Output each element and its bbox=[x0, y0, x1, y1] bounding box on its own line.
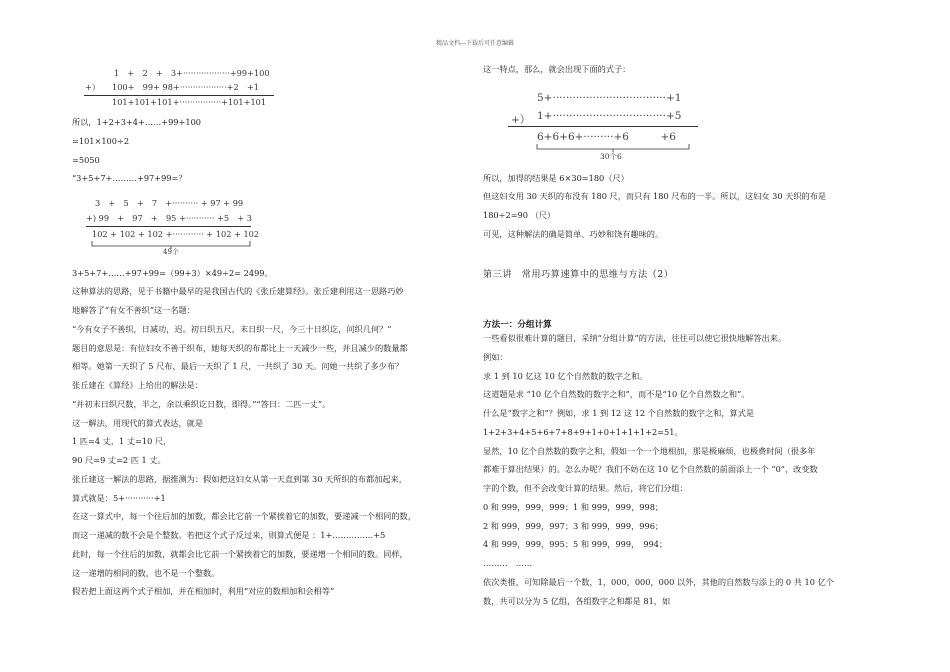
fig3-plus-sign: +） bbox=[511, 114, 531, 126]
fig1-plus-sign: +） bbox=[85, 82, 101, 92]
left-para-21: 这一递增的相同的数，也不是一个整数。 bbox=[72, 568, 220, 578]
left-para-18: 在这一算式中，每一个往后加的加数，都会比它前一个紧挨着它的加数，要递减一个相同的数， bbox=[72, 511, 416, 521]
fig3-row2: 1+··································+5 bbox=[537, 110, 682, 122]
left-para-17: 算式就是：5+···········+1 bbox=[72, 493, 166, 503]
right-para-4: 180÷2=90 （尺） bbox=[483, 210, 556, 220]
left-para-8: “今有女子不善织，日减功，迟。初日织五尺，末日织一尺，今三十日织讫，问织几何？” bbox=[72, 324, 392, 334]
right-para-19: 依次类推，可知除最后一个数，1，000，000，000 以外，其他的自然数与添上的 0 共 10 亿个 bbox=[483, 577, 834, 587]
right-para-17: 4 和 999，999，995；5 和 999，999， 994； bbox=[483, 539, 668, 549]
right-para-1: 这一特点，那么，就会出现下面的式子： bbox=[483, 64, 631, 74]
fig1-row3: 101+101+101+················+101+101 bbox=[112, 97, 267, 107]
left-para-13: 这一解法，用现代的算式表达，就是 bbox=[72, 418, 204, 428]
left-para-11: 张丘建在《算经》上给出的解法是： bbox=[72, 380, 204, 390]
left-para-16: 张丘建这一解法的思路，据推测为：假如把这妇女从第一天直到第 30 天所织的布都加起来， bbox=[72, 474, 407, 484]
right-para-6: 一些看似很难计算的题目，采纳“分组计算”的方法，往往可以使它很快地解答出来。 bbox=[483, 333, 787, 343]
left-para-14: 1 匹=4 丈，1 丈=10 尺， bbox=[72, 436, 172, 446]
right-para-9: 这道题是求 “10 亿个自然数的数字之和”，而不是“10 亿个自然数之和”。 bbox=[483, 389, 750, 399]
fig3-count-label: 30个6 bbox=[600, 152, 622, 161]
right-para-14: 字的个数，但不会改变计算的结果。然后，将它们分组： bbox=[483, 483, 688, 493]
left-para-4: “3+5+7+………+97+99=？ bbox=[72, 173, 187, 183]
fig3-sum-line bbox=[508, 126, 698, 127]
page-header: 精品文档---下载后可任意编辑 bbox=[435, 40, 515, 47]
fig1-row1: 1 + 2 + 3+··················+99+100 bbox=[114, 68, 270, 78]
right-para-20: 数，共可以分为 5 亿组，各组数字之和都是 81，如 bbox=[483, 596, 671, 606]
left-para-7: 地解答了“有女不善织”这一名题： bbox=[72, 305, 195, 315]
method-heading: 方法一：分组计算 bbox=[483, 320, 552, 330]
right-para-18: ……… …… bbox=[483, 558, 533, 568]
fig1-sum-line bbox=[84, 95, 274, 96]
fig3-row1: 5+··································+1 bbox=[537, 92, 682, 104]
fig2-sum-line bbox=[86, 226, 251, 227]
fig2-row3: 102 + 102 + 102 +············ + 102 + 102 bbox=[92, 229, 260, 239]
right-para-5: 可见，这种解法的确是简单、巧妙和饶有趣味的。 bbox=[483, 229, 664, 239]
right-para-15: 0 和 999，999，999；1 和 999，999，998； bbox=[483, 502, 664, 512]
left-para-22: 假若把上面这两个式子相加，并在相加时，利用“对应的数相加和会相等” bbox=[72, 586, 335, 596]
left-para-15: 90 尺=9 丈=2 匹 1 丈。 bbox=[72, 455, 166, 465]
left-para-10: 相等。她第一天织了 5 尺布，最后一天织了 1 尺，一共织了 30 天。问她一共织了多少布？ bbox=[72, 361, 404, 371]
right-para-3: 但这妇女用 30 天织的布没有 180 尺，而只有 180 尺布的一半。所以，这妇女 30 天织的布是 bbox=[483, 191, 827, 201]
right-para-10: 什么是“数字之和”？例如，求 1 到 12 这 12 个自然数的数字之和，算式是 bbox=[483, 408, 755, 418]
left-para-1: 所以，1+2+3+4+……+99+100 bbox=[72, 117, 201, 127]
left-para-12: “并初末日织尺数，半之，余以乘织讫日数，即得。”“答曰：二匹一丈”。 bbox=[72, 399, 331, 409]
left-para-9: 题目的意思是：有位妇女不善于织布，她每天织的布都比上一天减少一些，并且减少的数量都 bbox=[72, 343, 408, 353]
fig2-row1: 3 + 5 + 7 +·········· + 97 + 99 bbox=[95, 198, 244, 208]
right-para-16: 2 和 999，999，997；3 和 999，999，996； bbox=[483, 521, 664, 531]
left-para-5: 3+5+7+……+97+99=（99+3）×49÷2= 2499。 bbox=[72, 268, 273, 278]
fig2-row2: +) 99 + 97 + 95 +··········· +5 + 3 bbox=[86, 213, 253, 223]
fig1-row2: 100+ 99+ 98+··················+2 +1 bbox=[112, 82, 260, 92]
left-para-20: 此时，每一个往后的加数，就都会比它前一个紧挨着它的加数，要递增一个相同的数。同样， bbox=[72, 549, 408, 559]
right-para-12: 显然，10 亿个自然数的数字之和，假如一个一个地相加，那是极麻烦，也极费时间（很多年 bbox=[483, 446, 816, 456]
left-para-3: =5050 bbox=[72, 155, 100, 165]
right-para-8: 求 1 到 10 亿这 10 亿个自然数的数字之和。 bbox=[483, 371, 648, 381]
fig2-count-label: 49个 bbox=[163, 248, 179, 256]
right-para-7: 例如： bbox=[483, 352, 508, 362]
left-para-6: 这种算法的思路，见于书籍中最早的是我国古代的《张丘建算经》。张丘建利用这一思路巧妙 bbox=[72, 286, 404, 296]
right-para-11: 1+2+3+4+5+6+7+8+9+1+0+1+1+1+2=51。 bbox=[483, 427, 683, 437]
right-para-13: 都难于算出结果）的。怎么办呢？我们不妨在这 10 亿个自然数的前面添上一个 “0”，改变数 bbox=[483, 464, 818, 474]
left-para-2: =101×100÷2 bbox=[72, 136, 130, 146]
fig3-row3: 6+6+6+·········+6 +6 bbox=[537, 131, 676, 143]
left-para-19: 而这一递减的数不会是个整数。若把这个式子反过来，则算式便是 ：1+……………+5 bbox=[72, 530, 386, 540]
lecture-heading: 第三讲 常用巧算速算中的思维与方法（2） bbox=[483, 269, 674, 280]
right-para-2: 所以，加得的结果是 6×30=180（尺） bbox=[483, 173, 629, 183]
